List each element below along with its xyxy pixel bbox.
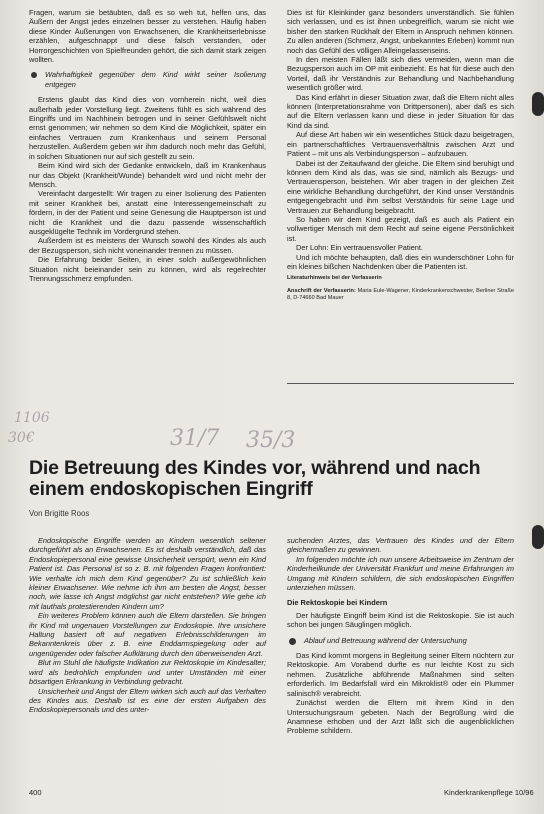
- paragraph: Der Lohn: Ein vertrauensvoller Patient.: [296, 243, 423, 253]
- paragraph: Unsicherheit und Angst der Eltern wirken sich auch auf das Verhalten des Kindes aus. Deshalb ist es eine der ersten Aufgaben des Endoskopiepersonals und des unter-: [29, 686, 266, 715]
- bullet-text: Wahrhaftigkeit gegenüber dem Kind wirkt seiner Isolierung entgegen: [45, 70, 266, 89]
- article-left-column: [29, 536, 266, 715]
- article-right-column: [287, 536, 514, 736]
- paragraph: Ein weiteres Problem können auch die Eltern darstellen. Sie bringen ihr Kind mit ungenauen Vorstellungen zur Endoskopie. Ihre unsichere Haltung basiert oft auf negativen Erlebnisschilderungen im Bekanntenkreis über z. B. eine Enddarmspiegelung oder auf ungenügender oder falscher Aufklärung durch den überweisenden Arzt.: [29, 611, 266, 658]
- paragraph: Vereinfacht dargestellt: Wir tragen zu einer Isolierung des Patienten mit seiner Krankheit bei, anstatt eine Interessengemeinschaft zu fördern, in der der Patient und seine Genesung die Hauptperson ist und nicht die Krankheit und die dazu passende wissenschaftlich ausgeklügelte Technik im Vordergrund stehen.: [29, 189, 266, 236]
- subheading: Die Rektoskopie bei Kindern: [287, 598, 388, 608]
- paragraph: Dies ist für Kleinkinder ganz besonders unverständlich. Sie fühlen sich verlassen, und es ist ihnen unbegreiflich, warum sie nicht wie bisher den starken Rückhalt der Eltern in Anspruch nehmen können. Zu allen anderen (Schmerz, Angst, unbekanntes Erleben) kommt nun noch das Gefühl des völligen Alleingelassenseins.: [287, 8, 514, 55]
- paragraph: Erstens glaubt das Kind dies von vornherein nicht, weil dies außerhalb jeder Vorstellung liegt. Zweitens fühlt es sich während des Eingriffs und im Nachhinein betrogen und in seiner Gefühlswelt nicht ernst genommen; wir nehmen so dem Kind die Möglichkeit, später ein einfaches Vertrauen zum Krankenhaus und seinem Personal herzustellen. Außerdem geben wir ihm dadurch noch mehr das Gefühl, in solchen Situationen nur auf sich gestellt zu sein.: [29, 95, 266, 161]
- paragraph: Das Kind kommt morgens in Begleitung seiner Eltern nüchtern zur Rektoskopie. Am Vorabend durfte es nur leichte Kost zu sich nehmen. Zusätzliche abführende Maßnahmen sind selten erforderlich. Im Bedarfsfall wird ein Mikroklist® oder ein Plummer salinisch® verabreicht.: [287, 651, 514, 698]
- paragraph: So haben wir dem Kind gezeigt, daß es auch als Patient ein vollwertiger Mensch mit dem Recht auf seine eigene Persönlichkeit ist.: [287, 214, 514, 243]
- handwritten-note: 30€: [8, 430, 35, 446]
- bullet-icon: [31, 72, 37, 78]
- paragraph: Auf diese Art haben wir ein wesentliches Stück dazu beigetragen, ein partnerschaftliches Vertrauensverhältnis zwischen Arzt und Patient – mit uns als Verbindungsperson – aufzubauen.: [287, 130, 514, 159]
- paragraph: Außerdem ist es meistens der Wunsch sowohl des Kindes als auch der Bezugsperson, sich nicht voneinander trennen zu müssen.: [29, 236, 266, 255]
- paragraph: Und ich möchte behaupten, daß dies ein wunderschöner Lohn für ein kleines bißchen Nachdenken über die Patienten ist.: [287, 252, 514, 271]
- author-address: [287, 288, 514, 302]
- address-text: Maria Eule-Wagener, Kinderkrankenschwester, Berliner Straße 8, D-74660 Bad Mauer: [287, 287, 514, 301]
- article-title: Die Betreuung des Kindes vor, während und nach einem endoskopischen Eingriff: [29, 457, 481, 500]
- bullet-heading: [29, 70, 266, 89]
- binder-hole: [532, 525, 544, 549]
- paragraph: Fragen, warum sie betäubten, daß es so weh tut, helfen uns, das Äußern der Angst jedes einzelnen besser zu verstehen. Häufig haben diese Kinder Äußerungen von Erwachsenen, die Krankheitserlebnisse erzählen, aufgeschnappt und diese falsch verstanden, oder Horrorgeschichten von Spielfreunden gehört, die sich damit stark zeigen wollten.: [29, 8, 266, 65]
- paragraph: Dabei ist der Zeitaufwand der gleiche. Die Eltern sind beruhigt und können dem Kind als das, was sie sind, nämlich als Bezugs- und Vertrauensperson, beistehen. Wir aber tragen in der gleichen Zeit eine wirkliche Behandlung durchgeführt, der Kind unser Verständnis entgegengebracht und ihm selbst Verständnis für seine Lage und Vertrauen zur Behandlung beigebracht.: [287, 158, 514, 215]
- top-right-column: [287, 8, 514, 302]
- bullet-icon: [289, 638, 296, 645]
- bullet-heading: [287, 636, 514, 645]
- binder-hole: [532, 92, 544, 116]
- journal-name: Kinderkrankenpflege 10/96: [444, 788, 534, 797]
- page-number: 400: [29, 788, 42, 797]
- paragraph: Beim Kind wird sich der Gedanke entwickeln, daß im Krankenhaus nur das Objekt (Krankheit/Wunde) behandelt wird und nicht mehr der Mensch.: [29, 161, 266, 189]
- divider: [287, 383, 514, 384]
- paragraph: Endoskopische Eingriffe werden an Kindern wesentlich seltener durchgeführt als an Erwachsenen. Es ist deshalb verständlich, daß das Endoskopiepersonal eine gewisse Unsicherheit verspürt, wenn ein Kind Patient ist. Das Personal ist so z. B. mit folgenden Fragen konfrontiert: Wie verhalte ich mich dem Kind gegenüber? Zu ist schließlich kein kleiner Erwachsener. Wie nehme ich ihm am besten die Angst, besser noch, wie lasse ich Angst möglichst gar nicht entstehen? Wie gehe ich mit lauthals protestierenden Kindern um?: [29, 536, 266, 611]
- paragraph: Die Erfahrung beider Seiten, in einer solch außergewöhnlichen Situation nicht beieinander sein zu können, wird als regelrechter Trennungsschmerz empfunden.: [29, 255, 266, 283]
- top-left-column: [29, 8, 266, 283]
- paragraph: Zunächst werden die Eltern mit ihrem Kind in den Untersuchungsraum gebeten. Nach der Begrüßung wird die Anamnese erhoben und der Arzt läßt sich die augenblicklichen Probleme schildern.: [287, 698, 514, 736]
- handwritten-note: 35/3: [246, 428, 296, 453]
- address-label: Anschrift der Verfasserin:: [287, 287, 356, 294]
- paragraph: Das Kind erfährt in dieser Situation zwar, daß die Eltern nicht alles können (Interpretationsrahme von Drittpersonen), aber daß es sich auf die Eltern verlassen kann und diese in jeder Situation für das Kind da sind.: [287, 92, 514, 130]
- byline: Von Brigitte Roos: [29, 509, 90, 518]
- handwritten-note: 1106: [14, 410, 50, 426]
- literature-note: Literaturhinweis bei der Verfasserin: [287, 275, 382, 282]
- bullet-text: Ablauf und Betreuung während der Untersuchung: [304, 635, 467, 645]
- paragraph: suchenden Arztes, das Vertrauen des Kindes und der Eltern gleichermaßen zu gewinnen.: [287, 536, 514, 555]
- paragraph: Blut im Stuhl die häufigste Indikation zur Rektoskopie im Kindesalter; wird als bedrohlich empfunden und unter Umständen mit einer bösartigen Erkrankung in Verbindung gebracht.: [29, 658, 266, 687]
- paragraph: In den meisten Fällen läßt sich dies vermeiden, wenn man die Bezugsperson auch im OP mit einbezieht. Es hat für diese auch den Vorteil, daß ihr Verständnis zur Behandlung und Nachbehandlung wesentlich größer wird.: [287, 55, 514, 93]
- paragraph: Im folgenden möchte ich nun unsere Arbeitsweise im Zentrum der Kinderheilkunde der Universität Frankfurt und meine Erfahrungen im Umgang mit Kindern schildern, die sich endoskopischen Eingriffen unterziehen müssen.: [287, 554, 514, 593]
- paragraph: Der häufigste Eingriff beim Kind ist die Rektoskopie. Sie ist auch schon bei jungen Säuglingen möglich.: [287, 610, 514, 630]
- handwritten-note: 31/7: [170, 426, 220, 451]
